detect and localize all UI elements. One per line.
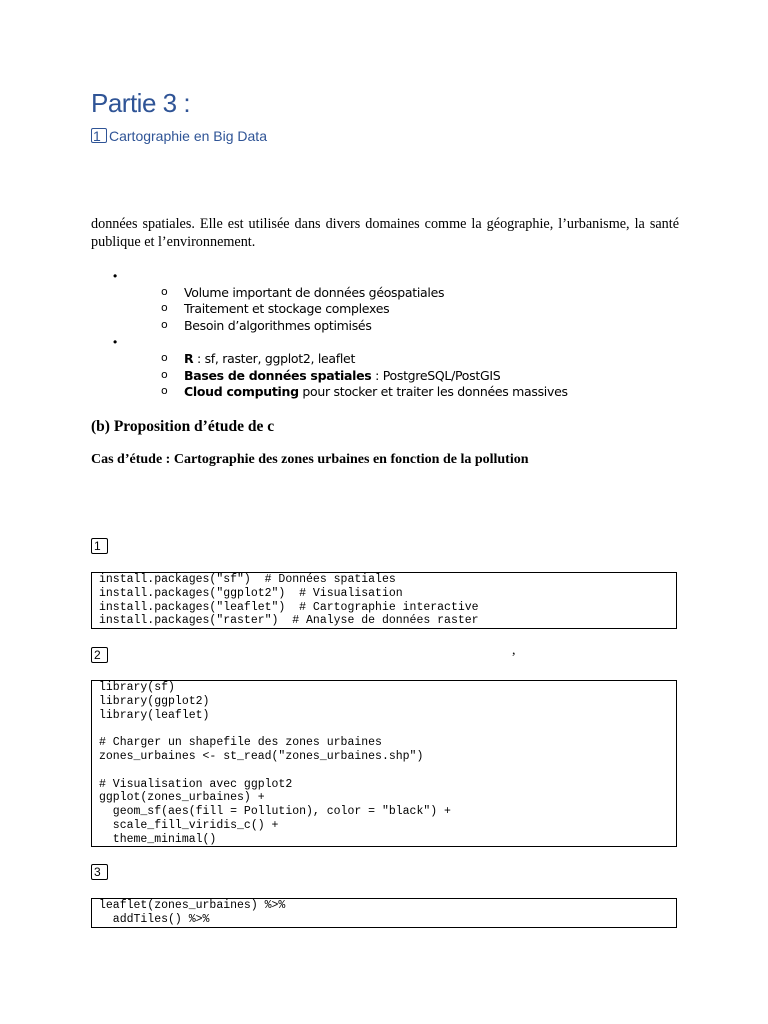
sub-bullet: o xyxy=(161,384,168,397)
page-title: Partie 3 : xyxy=(91,88,191,118)
list-item: o R : sf, raster, ggplot2, leaflet xyxy=(161,351,356,366)
intro-paragraph: données spatiales. Elle est utilisée dans divers domaines comme la géographie, l’urbanisme, la santé publique et l’environnement. xyxy=(91,216,679,250)
code-block-ggplot: library(sf) library(ggplot2) library(leaflet) # Charger un shapefile des zones urbaines zones_urbaines <- st_read("zones_urbaines.shp") # Visualisation avec ggplot2 ggplot(zones_urbaines) + geom_sf(aes(fill = Pollution), color = "black") + scale_fill_viridis_c() + theme_minimal() xyxy=(91,680,677,847)
list-item: o Besoin d’algorithmes optimisés xyxy=(161,318,372,333)
sub-bullet: o xyxy=(161,368,168,381)
list-item: o Bases de données spatiales : PostgreSQL/PostGIS xyxy=(161,368,501,383)
step-number-1: 1 xyxy=(91,538,108,554)
section-title: Cartographie en Big Data xyxy=(109,128,267,144)
bullet-2: • xyxy=(113,335,118,349)
section-heading xyxy=(91,128,267,144)
section-number: 1 xyxy=(91,128,107,143)
sub-bullet: o xyxy=(161,285,168,298)
bullet-1: • xyxy=(113,269,118,283)
list-item: o Volume important de données géospatiales xyxy=(161,285,445,300)
step-number-3: 3 xyxy=(91,864,108,880)
stray-comma: , xyxy=(512,643,516,658)
code-block-install: install.packages("sf") # Données spatiales install.packages("ggplot2") # Visualisation install.packages("leaflet") # Cartographie interactive install.packages("raster") # Analyse de données raster xyxy=(91,572,677,629)
sub-bullet: o xyxy=(161,301,168,314)
subsection-title: (b) Proposition d’étude de c xyxy=(91,418,275,435)
list-item: o Traitement et stockage complexes xyxy=(161,301,390,316)
case-study-title: Cas d’étude : Cartographie des zones urbaines en fonction de la pollution xyxy=(91,452,529,467)
list-item: o Cloud computing pour stocker et traiter les données massives xyxy=(161,384,568,399)
step-number-2: 2 xyxy=(91,647,108,663)
code-block-leaflet: leaflet(zones_urbaines) %>% addTiles() %>% xyxy=(91,898,677,928)
sub-bullet: o xyxy=(161,351,168,364)
sub-bullet: o xyxy=(161,318,168,331)
